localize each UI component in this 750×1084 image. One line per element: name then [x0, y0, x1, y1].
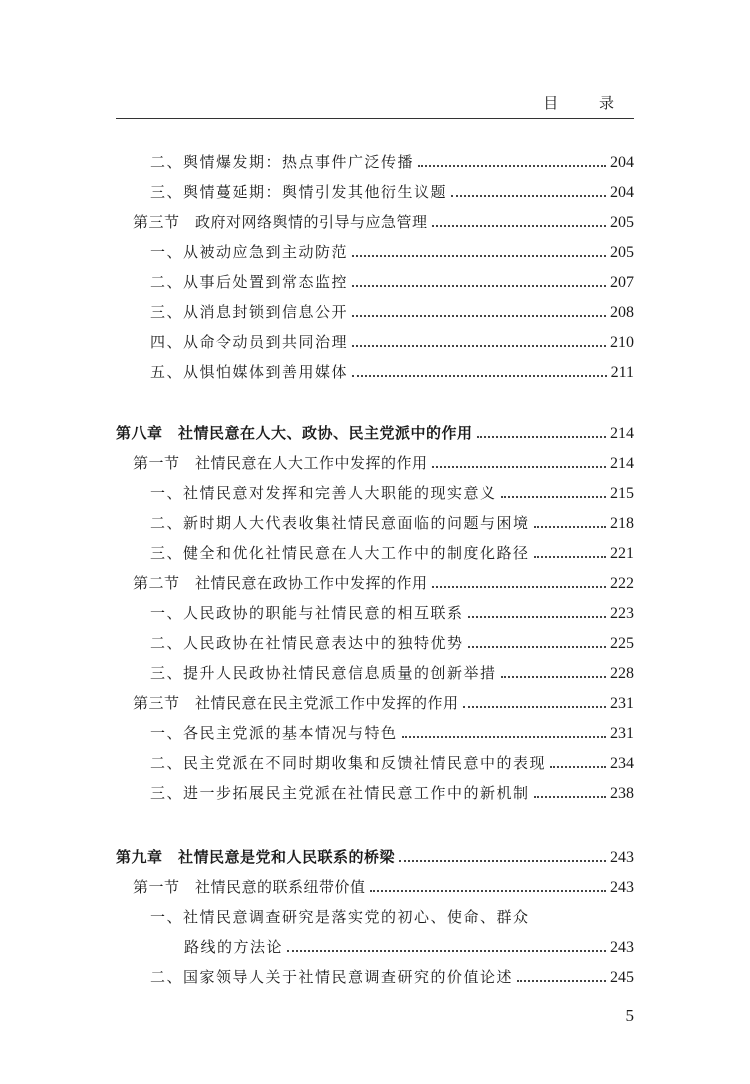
dot-leader: [352, 255, 606, 257]
toc-entry-title: 二、人民政协在社情民意表达中的独特优势: [150, 634, 464, 652]
toc-entry-title: 三、进一步拓展民主党派在社情民意工作中的新机制: [150, 784, 530, 802]
dot-leader: [468, 646, 606, 648]
page-number: 5: [625, 1006, 634, 1025]
dot-leader: [501, 496, 606, 498]
running-header-title: 目 录: [543, 94, 632, 112]
toc-section[interactable]: [133, 563, 634, 593]
toc-entry-title: 三、提升人民政协社情民意信息质量的创新举措: [150, 664, 497, 682]
toc-entry[interactable]: [150, 653, 634, 683]
toc-entry-title: 一、人民政协的职能与社情民意的相互联系: [150, 604, 464, 622]
toc-entry-page: 207: [610, 274, 634, 291]
toc-entry[interactable]: [150, 957, 634, 987]
toc-entry-page: 218: [610, 515, 634, 532]
toc-entry[interactable]: [150, 897, 634, 927]
toc-entry-title: 一、社情民意对发挥和完善人大职能的现实意义: [150, 484, 497, 502]
toc-entry-continuation[interactable]: [184, 927, 634, 957]
dot-leader: [352, 315, 606, 317]
toc-entry-title: 五、从惧怕媒体到善用媒体: [150, 363, 349, 381]
toc-entry[interactable]: [150, 352, 634, 382]
toc-entry-title: 三、从消息封锁到信息公开: [150, 303, 349, 321]
toc-section-page: 222: [610, 575, 634, 592]
toc-entry-page: 223: [610, 605, 634, 622]
toc-chapter-page: 243: [610, 849, 634, 866]
toc-entry-page: 204: [610, 184, 634, 201]
toc-entry[interactable]: [150, 503, 634, 533]
dot-leader: [477, 436, 606, 438]
dot-leader: [370, 890, 606, 892]
dot-leader: [352, 285, 606, 287]
toc-chapter-page: 214: [610, 425, 634, 442]
toc-entry[interactable]: [150, 172, 634, 202]
toc-section[interactable]: [133, 202, 634, 232]
toc-entry-title: 四、从命令动员到共同治理: [150, 333, 349, 351]
toc-section[interactable]: [133, 443, 634, 473]
toc-entry-title: 二、舆情爆发期：热点事件广泛传播: [150, 153, 415, 171]
dot-leader: [534, 556, 606, 558]
toc-entry-page: 204: [610, 154, 634, 171]
toc-entry-title: 二、新时期人大代表收集社情民意面临的问题与困境: [150, 514, 530, 532]
toc-entry-page: 210: [610, 334, 634, 351]
dot-leader: [287, 950, 606, 952]
toc-entry[interactable]: [150, 713, 634, 743]
toc-entry-page: 231: [610, 725, 634, 742]
toc-entry[interactable]: [150, 142, 634, 172]
toc-entry[interactable]: [150, 262, 634, 292]
toc-entry[interactable]: [150, 533, 634, 563]
dot-leader: [534, 796, 606, 798]
dot-leader: [534, 526, 606, 528]
toc-section[interactable]: [133, 867, 634, 897]
toc-chapter[interactable]: [116, 837, 634, 867]
dot-leader: [451, 195, 606, 197]
toc-entry-page: 215: [610, 485, 634, 502]
toc-entry-page: 205: [610, 244, 634, 261]
toc-entry-title: 一、从被动应急到主动防范: [150, 243, 349, 261]
header-rule: [116, 118, 634, 119]
toc-section-page: 231: [610, 695, 634, 712]
toc-entry[interactable]: [150, 743, 634, 773]
dot-leader: [432, 225, 606, 227]
toc-section-title: 第一节 社情民意的联系纽带价值: [133, 878, 366, 896]
toc-entry-page: 243: [610, 939, 634, 956]
toc-entry-page: 211: [610, 364, 634, 381]
toc-entry[interactable]: [150, 232, 634, 262]
toc-entry[interactable]: [150, 473, 634, 503]
dot-leader: [418, 165, 606, 167]
dot-leader: [463, 706, 606, 708]
toc-entry-title: 二、从事后处置到常态监控: [150, 273, 349, 291]
toc-entry-page: 245: [610, 969, 634, 986]
dot-leader: [501, 676, 606, 678]
toc-entry-page: 228: [610, 665, 634, 682]
toc-entry-page: 208: [610, 304, 634, 321]
toc-chapter-title: 第九章 社情民意是党和人民联系的桥梁: [116, 848, 396, 866]
toc-entry-title: 一、社情民意调查研究是落实党的初心、使命、群众: [150, 908, 530, 926]
toc-entry-title: 三、健全和优化社情民意在人大工作中的制度化路径: [150, 544, 530, 562]
toc-entry-title: 路线的方法论: [184, 938, 284, 956]
dot-leader: [352, 375, 607, 377]
dot-leader: [432, 466, 606, 468]
toc-entry[interactable]: [150, 593, 634, 623]
toc-entry[interactable]: [150, 322, 634, 352]
toc-section-page: 214: [610, 455, 634, 472]
dot-leader: [517, 980, 606, 982]
toc-section-page: 243: [610, 879, 634, 896]
toc-section-title: 第三节 政府对网络舆情的引导与应急管理: [133, 213, 428, 231]
toc-section[interactable]: [133, 683, 634, 713]
toc-entry-page: 234: [610, 755, 634, 772]
dot-leader: [402, 736, 606, 738]
toc-entry-title: 二、国家领导人关于社情民意调查研究的价值论述: [150, 968, 514, 986]
toc-entry-page: 238: [610, 785, 634, 802]
toc-section-title: 第一节 社情民意在人大工作中发挥的作用: [133, 454, 428, 472]
dot-leader: [399, 860, 606, 862]
toc-section-title: 第三节 社情民意在民主党派工作中发挥的作用: [133, 694, 459, 712]
toc-section-page: 205: [610, 214, 634, 231]
toc-entry-page: 225: [610, 635, 634, 652]
toc-entry-title: 二、民主党派在不同时期收集和反馈社情民意中的表现: [150, 754, 547, 772]
dot-leader: [432, 586, 606, 588]
toc-chapter[interactable]: [116, 413, 634, 443]
toc-entry-page: 221: [610, 545, 634, 562]
toc-entry[interactable]: [150, 292, 634, 322]
dot-leader: [352, 345, 606, 347]
toc-chapter-title: 第八章 社情民意在人大、政协、民主党派中的作用: [116, 424, 473, 442]
toc-entry-title: 三、舆情蔓延期：舆情引发其他衍生议题: [150, 183, 448, 201]
toc-entry[interactable]: [150, 623, 634, 653]
toc-section-title: 第二节 社情民意在政协工作中发挥的作用: [133, 574, 428, 592]
dot-leader: [468, 616, 606, 618]
toc-entry-title: 一、各民主党派的基本情况与特色: [150, 724, 398, 742]
toc-entry[interactable]: [150, 773, 634, 803]
dot-leader: [550, 766, 606, 768]
